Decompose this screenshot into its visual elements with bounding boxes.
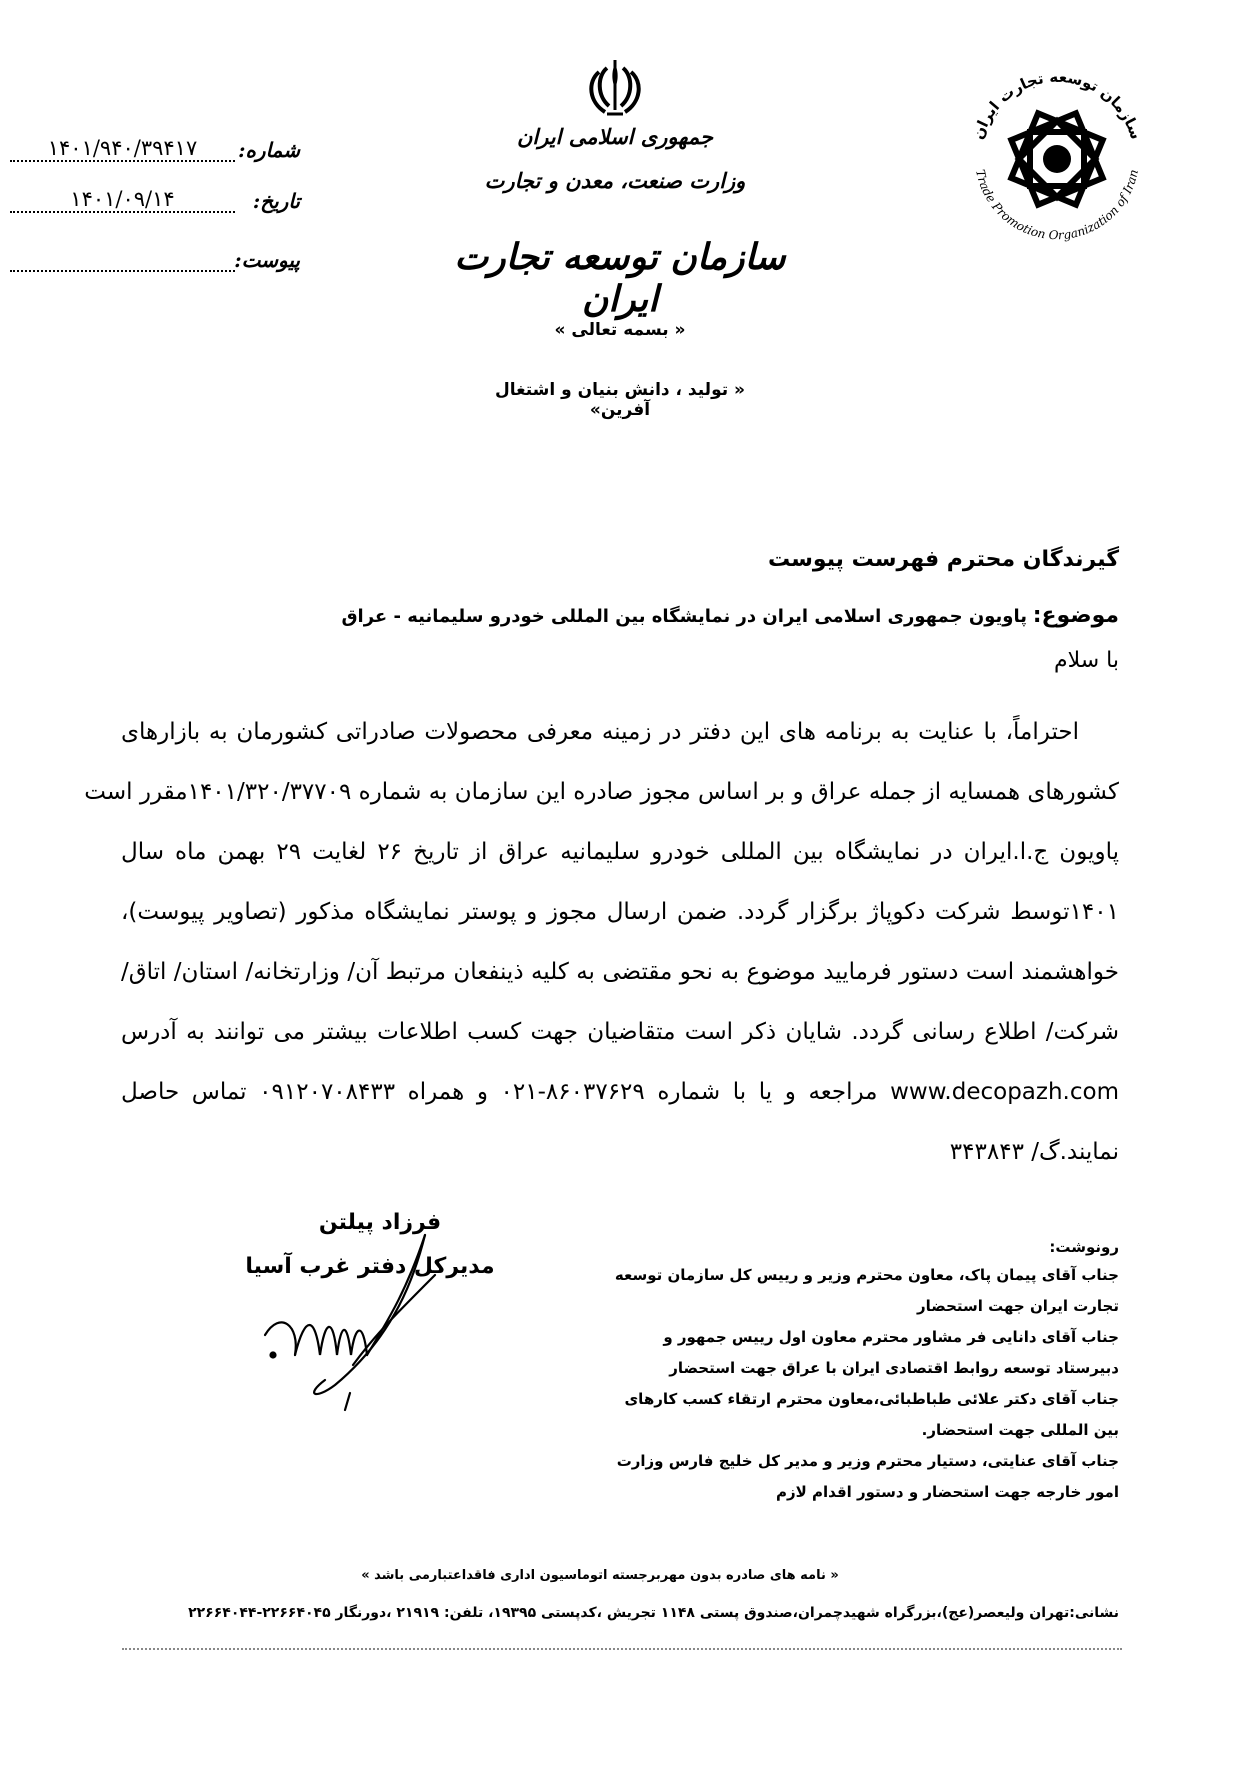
cc-item: جناب آقای دکتر علائی طباطبائی،معاون محترم ارتقاء کسب کارهای بین المللی جهت استحضار. — [624, 1390, 1119, 1439]
body-line: خواهشمند است دستور فرمایید موضوع به نحو مقتضی به کلیه ذینفعان مرتبط آن/ وزارتخانه/ استان/ اتاق/ — [121, 959, 1119, 985]
signer-title: مدیرکل دفتر غرب آسیا — [245, 1254, 495, 1279]
number-field — [10, 134, 300, 164]
handwritten-signature-icon — [235, 1215, 495, 1415]
subject-text: پاویون جمهوری اسلامی ایران در نمایشگاه بین المللی خودرو سلیمانیه - عراق — [341, 606, 1027, 627]
number-label: شماره: — [238, 138, 300, 162]
bismillah: « بسمه تعالی » — [554, 320, 686, 340]
recipient-heading: گیرندگان محترم فهرست پیوست — [767, 547, 1119, 572]
cc-list — [599, 1260, 1119, 1508]
cc-item: جناب آقای پیمان پاک، معاون محترم وزیر و رییس کل سازمان توسعه تجارت ایران جهت استحضار — [614, 1266, 1119, 1315]
cc-item: جناب آقای عنایتی، دستیار محترم وزیر و مدیر کل خلیج فارس وزارت امور خارجه جهت استحضار و دستور اقدام لازم — [616, 1452, 1119, 1501]
subject-label: موضوع: — [1032, 603, 1119, 628]
tpo-logo — [958, 60, 1156, 258]
number-value: ۱۴۰۱/۹۴۰/۳۹۴۱۷ — [10, 136, 235, 162]
body-line: ۱۴۰۱توسط شرکت دکوپاژ برگزار گردد. ضمن ارسال مجوز و پوستر نمایشگاه مذکور (تصاویر پیوست)، — [121, 899, 1119, 925]
body-line: پاویون ج.ا.ایران در نمایشگاه بین المللی خودرو سلیمانیه عراق از تاریخ ۲۶ لغایت ۲۹ بهمن ماه سال — [121, 839, 1119, 865]
cc-label: رونوشت: — [1049, 1238, 1119, 1256]
greeting: با سلام — [1053, 648, 1119, 673]
logo-text-en: Trade Promotion Organization of Iran — [973, 168, 1141, 243]
signer-name: فرزاد پیلتن — [318, 1210, 442, 1235]
logo-text-fa: سازمان توسعه تجارت ایران — [968, 67, 1146, 142]
organization-title: سازمان توسعه تجارت ایران — [454, 236, 786, 320]
republic-title: جمهوری اسلامی ایران — [516, 124, 714, 149]
body-line: www.decopazh.com مراجعه و یا با شماره ۸۶۰۳۷۶۲۹-۰۲۱ و همراه ۰۹۱۲۰۷۰۸۴۳۳ تماس حاصل — [121, 1079, 1119, 1105]
date-label: تاریخ: — [252, 189, 300, 213]
iran-emblem-icon — [585, 58, 645, 122]
body-line: احتراماً، با عنایت به برنامه های این دفتر در زمینه معرفی محصولات صادراتی کشورمان به بازارهای — [121, 719, 1079, 745]
subject-line — [219, 603, 1119, 628]
ministry-title: وزارت صنعت، معدن و تجارت — [484, 168, 746, 193]
cc-item: جناب آقای دانایی فر مشاور محترم معاون اول رییس جمهور و دبیرستاد توسعه روابط اقتصادی ایران با عراق جهت استحضار — [663, 1328, 1119, 1377]
body-line: کشورهای همسایه از جمله عراق و بر اساس مجوز صادره این سازمان به شماره ۱۴۰۱/۳۲۰/۳۷۷۰۹مقرر است — [84, 779, 1119, 805]
date-field — [10, 185, 300, 215]
footer-divider — [122, 1648, 1122, 1656]
body-line: نمایند.گ/ ۳۴۳۸۴۳ — [949, 1139, 1119, 1165]
attachment-field — [10, 244, 300, 274]
letter-body — [84, 702, 1119, 1182]
body-line: شرکت/ اطلاع رسانی گردد. شایان ذکر است متقاضیان جهت کسب اطلاعات بیشتر می توانند به آدرس — [121, 1019, 1119, 1045]
tpo-logo-icon — [958, 60, 1156, 258]
footer-address: نشانی:تهران ولیعصر(عج)،بزرگراه شهیدچمران،صندوق پستی ۱۱۴۸ تجریش ،کدپستی ۱۹۳۹۵، تلفن: ۲۱۹۱۹ ،دورنگار ۲۲۶۶۴۰۴۵-۲۲۶۶۴۰۴۴ — [188, 1605, 1119, 1621]
attachment-label: پیوست: — [234, 248, 300, 272]
date-value: ۱۴۰۱/۰۹/۱۴ — [10, 187, 235, 213]
slogan: « تولید ، دانش بنیان و اشتغال آفرین» — [494, 380, 746, 420]
attachment-value — [10, 246, 235, 272]
footer-note: « نامه های صادره بدون مهربرجسته اتوماسیون اداری فاقداعتبارمی باشد » — [361, 1568, 839, 1583]
svg-text:Trade Promotion Organization o — [973, 168, 1141, 242]
